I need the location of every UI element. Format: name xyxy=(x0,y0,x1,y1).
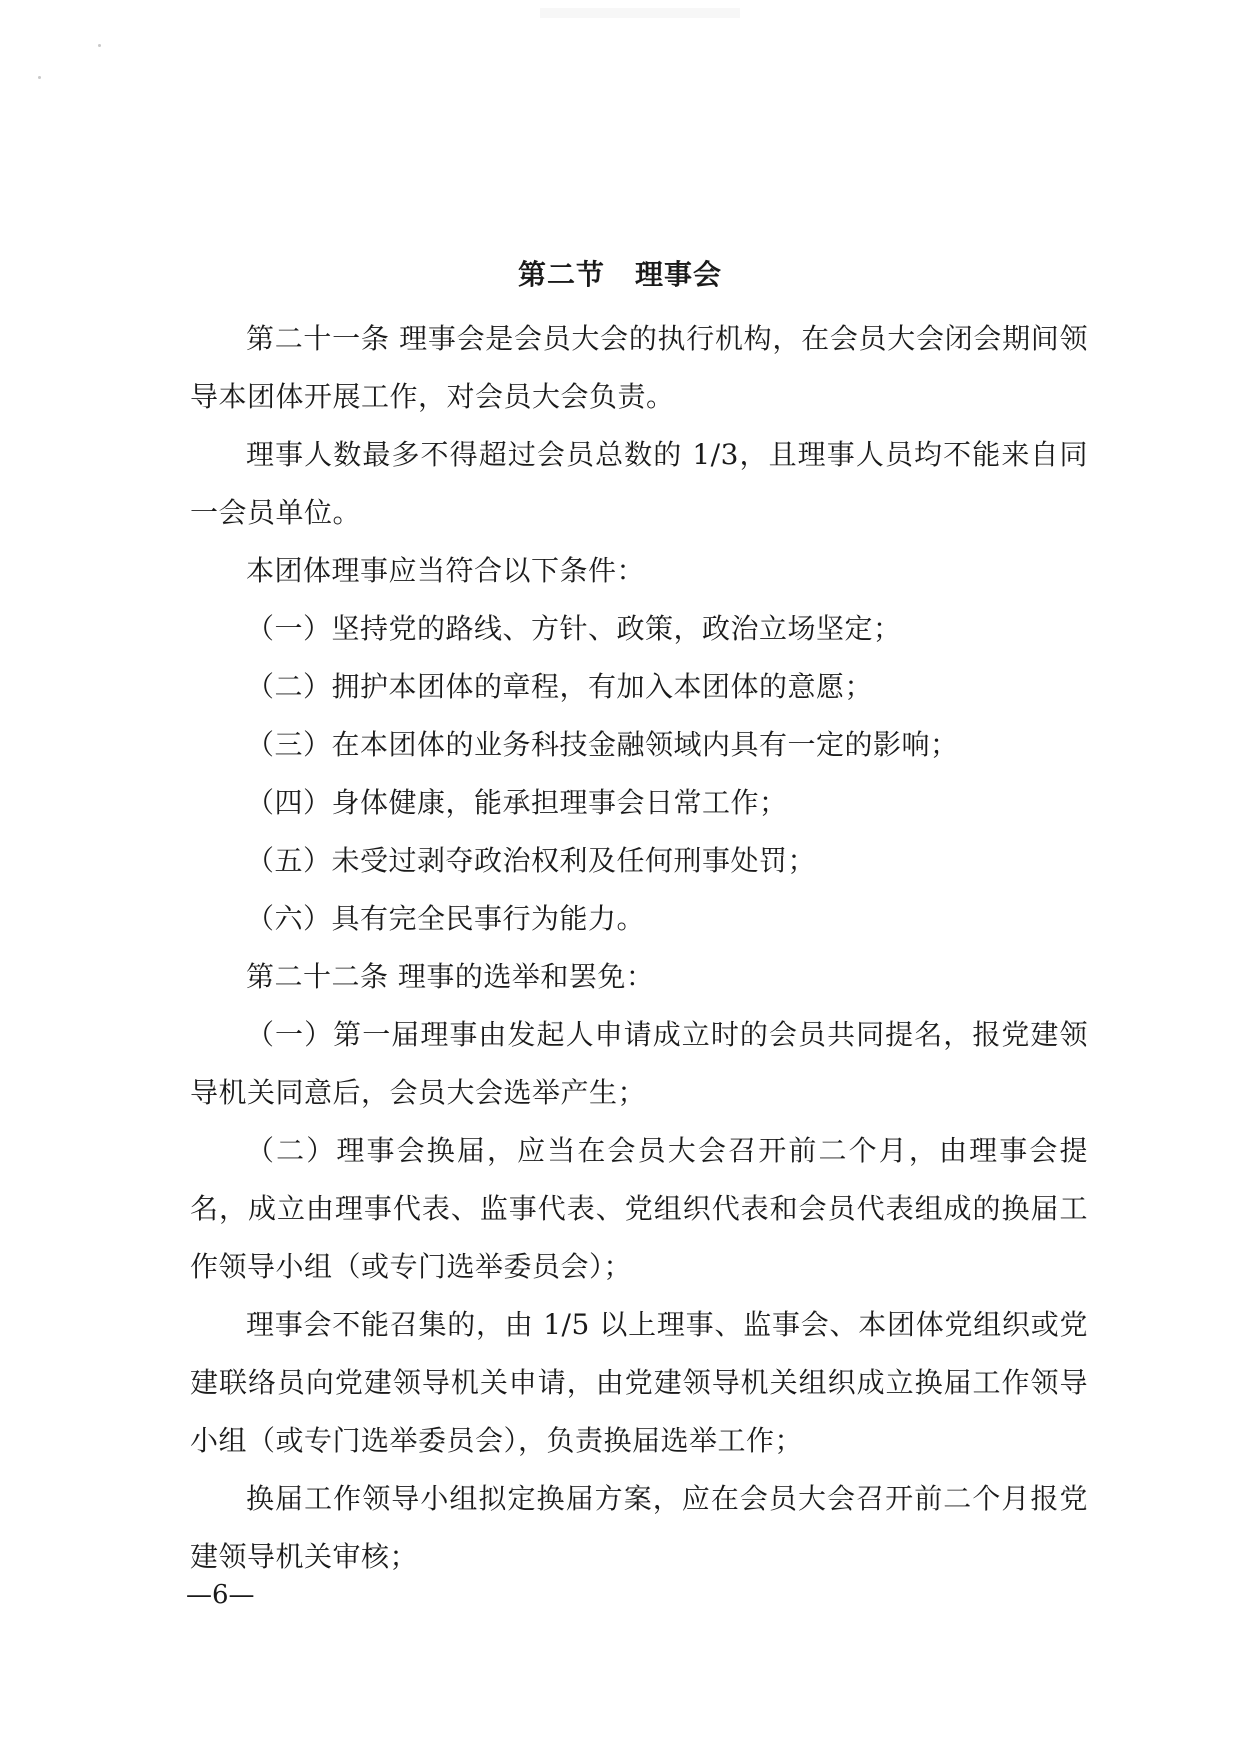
scan-bleed-through xyxy=(540,8,740,18)
section-name: 理事会 xyxy=(635,258,723,291)
condition-item-5: （五）未受过剥夺政治权利及任何刑事处罚； xyxy=(246,844,817,877)
condition-item-3: （三）在本团体的业务科技金融领域内具有一定的影响； xyxy=(246,728,959,761)
paragraph-director-count: 理事人数最多不得超过会员总数的 1/3，且理事人员均不能来自同一会员单位。 xyxy=(190,438,1088,529)
page-number: —6— xyxy=(186,1580,255,1610)
paragraph-transition-plan: 换届工作领导小组拟定换届方案，应在会员大会召开前二个月报党建领导机关审核； xyxy=(190,1482,1088,1573)
body-text xyxy=(190,310,1088,1586)
condition-item-4: （四）身体健康，能承担理事会日常工作； xyxy=(246,786,788,819)
scan-speck xyxy=(98,44,101,47)
paragraph-article-22: 第二十二条 理事的选举和罢免： xyxy=(246,960,655,993)
paragraph-article-21: 第二十一条 理事会是会员大会的执行机构，在会员大会闭会期间领导本团体开展工作，对会员大会负责。 xyxy=(190,322,1088,413)
condition-item-2: （二）拥护本团体的章程，有加入本团体的意愿； xyxy=(246,670,874,703)
paragraph-conditions-intro: 本团体理事应当符合以下条件： xyxy=(246,554,646,587)
section-number: 第二节 xyxy=(517,258,605,291)
election-item-1: （一）第一届理事由发起人申请成立时的会员共同提名，报党建领导机关同意后，会员大会选举产生； xyxy=(190,1018,1088,1109)
section-title xyxy=(0,255,1240,295)
condition-item-6: （六）具有完全民事行为能力。 xyxy=(246,902,646,935)
scan-speck xyxy=(38,76,41,79)
election-item-2: （二）理事会换届，应当在会员大会召开前二个月，由理事会提名，成立由理事代表、监事代表、党组织代表和会员代表组成的换届工作领导小组（或专门选举委员会）； xyxy=(190,1134,1088,1283)
paragraph-council-cannot-convene: 理事会不能召集的，由 1/5 以上理事、监事会、本团体党组织或党建联络员向党建领导机关申请，由党建领导机关组织成立换届工作领导小组（或专门选举委员会），负责换届选举工作； xyxy=(190,1308,1088,1457)
condition-item-1: （一）坚持党的路线、方针、政策，政治立场坚定； xyxy=(246,612,902,645)
